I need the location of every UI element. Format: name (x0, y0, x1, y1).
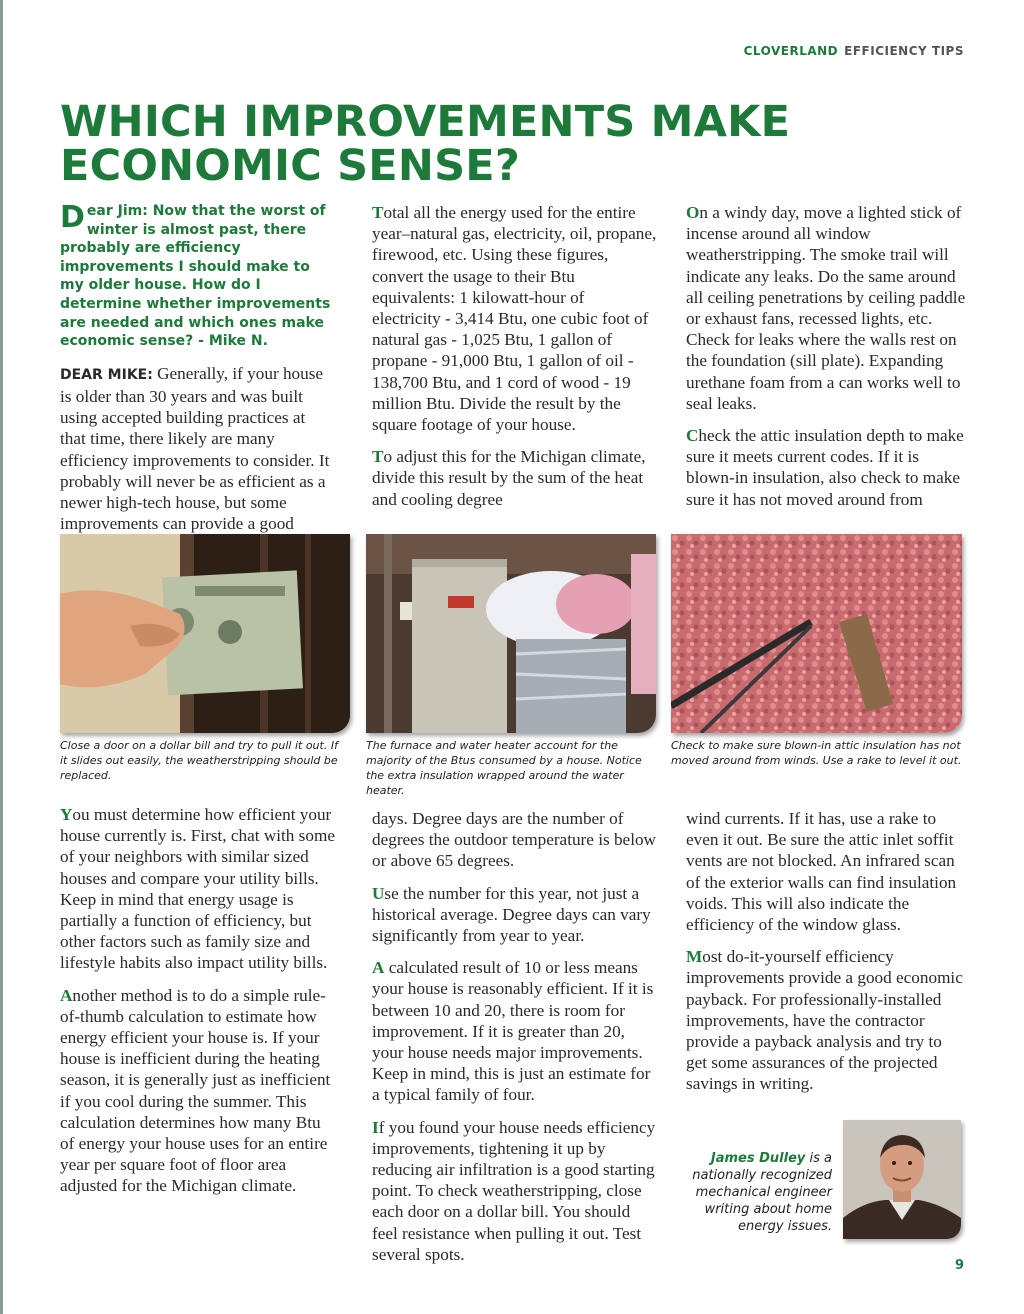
answer-paragraph (60, 363, 335, 556)
paragraph (686, 808, 966, 935)
paragraph-text: wind currents. If it has, use a rake to even it out. Be sure the attic inlet soffit vents are not blocked. An infrared scan of the exterior walls can find insulation voids. This will also indicate the efficiency of the window glass. (686, 809, 957, 935)
paragraph-initial: M (686, 947, 703, 967)
column-3-bottom (686, 808, 966, 1106)
paragraph (686, 425, 966, 510)
photo-caption: Check to make sure blown-in attic insulation has not moved around from winds. Use a rake to level it out. (671, 739, 962, 767)
paragraph (60, 804, 335, 974)
paragraph-text: o adjust this for the Michigan climate, divide this result by the sum of the heat and cooling degree (372, 447, 646, 509)
photo-caption: Close a door on a dollar bill and try to pull it out. If it slides out easily, the weatherstripping should be replaced. (60, 739, 338, 782)
paragraph (372, 883, 657, 947)
paragraph-initial: A (60, 985, 73, 1005)
question-text: ear Jim: Now that the worst of winter is almost past, there probably are efficiency improvements I should make to my older house. How do I determine whether improvements are needed and which ones make economic sense? - Mike N. (60, 203, 331, 350)
page-number: 9 (954, 1258, 964, 1273)
paragraph-initial: C (686, 426, 699, 446)
paragraph-text: ou must determine how efficient your house currently is. First, chat with some of your neighbors with similar sized houses and compare your utility bills. Keep in mind that energy usage is partially a function of efficiency, but other factors such as family size and lifestyle habits also impact utility bills. (60, 805, 335, 973)
paragraph-initial: I (372, 1117, 379, 1137)
column-1-bottom (60, 804, 335, 1208)
answer-text: Generally, if your house is older than 30 years and was built using accepted building practices at that time, there likely are many efficiency improvements to consider. It probably will never be as efficient as a newer high-tech house, but some improvements can provide a good (60, 363, 330, 534)
paragraph (686, 946, 966, 1094)
paragraph-text: n a windy day, move a lighted stick of incense around all window weatherstripping. The smoke trail will indicate any leaks. Do the same around all ceiling penetrations by ceiling paddle or exhaust fans, recessed lights, etc. Check for leaks where the walls rest on the foundation (sill plate). Expanding urethane foam from a can works well to seal leaks. (686, 203, 966, 413)
paragraph (372, 1117, 657, 1265)
column-3-top (686, 202, 966, 521)
attic-insulation-photo (671, 534, 962, 733)
paragraph-initial: T (372, 203, 384, 222)
paragraph-text: days. Degree days are the number of degrees the outdoor temperature is below or above 65 degrees. (372, 809, 656, 871)
paragraph-text: otal all the energy used for the entire year–natural gas, electricity, oil, propane, firewood, etc. Using these figures, convert the usage to their Btu equivalents: 1 kilowatt-hour of electricity - 3,414 Btu, one cubic foot of natural gas - 1,025 Btu, 1 gallon of propane - 91,000 Btu, 1 gallon of oil - 138,700 Btu, and 1 cord of wood - 19 million Btu. Divide the result by the square footage of your house. (372, 203, 657, 435)
header-brand: CLOVERLAND (743, 44, 839, 58)
answer-label: DEAR MIKE: (60, 366, 153, 383)
paragraph (60, 985, 335, 1197)
paragraph-initial: A (372, 958, 385, 978)
column-1-top (60, 202, 335, 567)
paragraph-initial: T (372, 447, 384, 467)
paragraph-text: f you found your house needs efficiency improvements, tightening it up by reducing air infiltration is a good starting point. To check weatherstripping, close each door on a dollar bill. You should feel resistance when pulling it out. Test several spots. (372, 1117, 656, 1264)
paragraph-text: heck the attic insulation depth to make sure it meets current codes. If it is blown-in insulation, also check to make sure it has not moved around from (686, 426, 964, 509)
paragraph-text: se the number for this year, not just a historical average. Degree days can vary significantly from year to year. (372, 883, 651, 946)
column-2-top (372, 202, 657, 521)
furnace-water-heater-photo (366, 534, 656, 733)
column-2-bottom (372, 808, 657, 1276)
reader-question (60, 202, 335, 351)
paragraph-initial: O (686, 203, 700, 222)
header-section: EFFICIENCY TIPS (844, 44, 964, 58)
paragraph-text: calculated result of 10 or less means your house is reasonably efficient. If it is between 10 and 20, there is room for improvement. If it is greater than 20, your house needs major improvements. Keep in mind, this is just an estimate for a typical family of four. (372, 958, 654, 1105)
paragraph-initial: Y (60, 805, 73, 824)
author-portrait-photo (843, 1120, 961, 1239)
author-name: James Dulley (710, 1151, 806, 1166)
dollar-bill-door-photo (60, 534, 350, 733)
photo-caption: The furnace and water heater account for the majority of the Btus consumed by a house. Notice the extra insulation wrapped around the water heater. (366, 739, 642, 797)
paragraph (372, 446, 657, 510)
paragraph-text: ost do-it-yourself efficiency improvements provide a good economic payback. For professionally-installed improvements, have the contractor provide a payback analysis and try to get some assurances of the projected savings in writing. (686, 947, 963, 1094)
paragraph-initial: U (372, 883, 385, 903)
author-bio-text: is a nationally recognized mechanical engineer writing about home energy issues. (692, 1151, 832, 1234)
paragraph (372, 202, 657, 435)
page-edge-rule (0, 0, 3, 1314)
article-title: WHICH IMPROVEMENTS MAKE ECONOMIC SENSE? (60, 97, 791, 191)
paragraph-text: nother method is to do a simple rule-of-thumb calculation to estimate how energy efficient your house is. If your house is inefficient during the heating season, it is generally just as inefficient if you cool during the summer. This calculation determines how many Btu of energy your house uses for an entire year per square foot of floor area adjusted for the Michigan climate. (60, 985, 331, 1196)
paragraph (686, 202, 966, 414)
paragraph (372, 808, 657, 872)
paragraph (372, 957, 657, 1105)
question-dropcap: D (60, 200, 85, 235)
author-bio (686, 1150, 832, 1235)
running-header (744, 44, 964, 58)
